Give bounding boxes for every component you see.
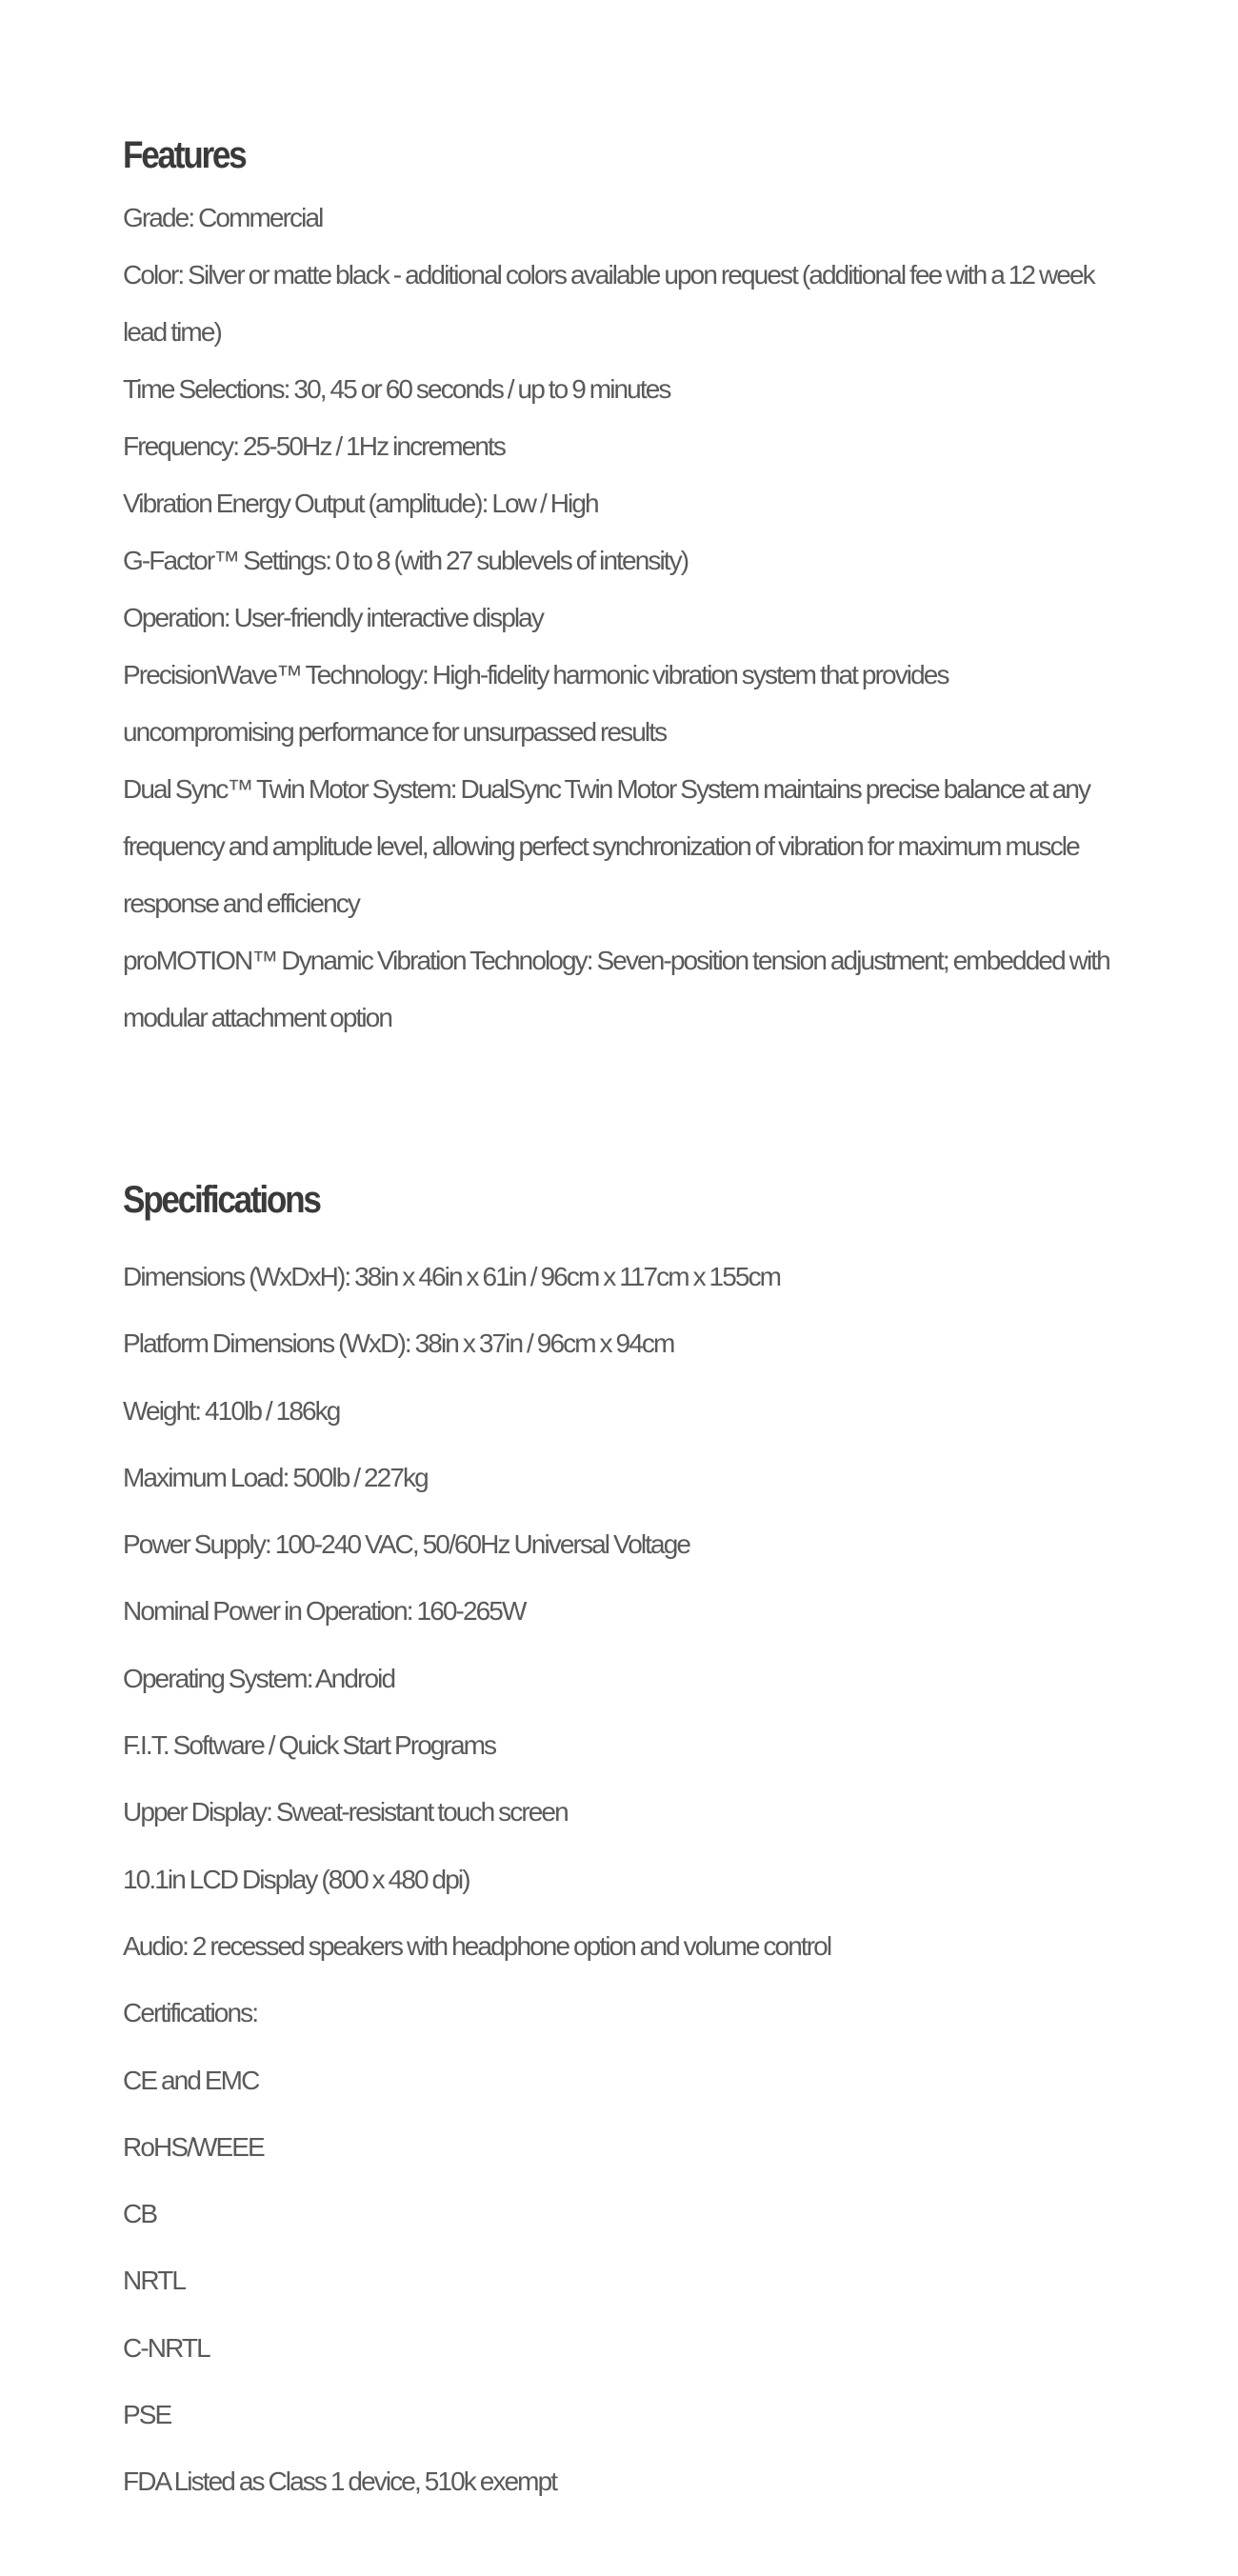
specifications-list	[123, 1244, 1132, 2516]
feature-item-time-selections: Time Selections: 30, 45 or 60 seconds / up to 9 minutes	[123, 374, 670, 404]
spec-item-c-nrtl: C-NRTL	[123, 2332, 210, 2363]
spec-item-rohs-weee: RoHS/WEEE	[123, 2131, 264, 2162]
spec-item-audio: Audio: 2 recessed speakers with headphone option and volume control	[123, 1930, 831, 1961]
feature-item-grade: Grade: Commercial	[123, 203, 323, 232]
spec-item-dimensions: Dimensions (WxDxH): 38in x 46in x 61in / 96cm x 117cm x 155cm	[123, 1262, 781, 1291]
spec-item-lcd-display: 10.1in LCD Display (800 x 480 dpi)	[123, 1864, 469, 1894]
spec-item-operating-system: Operating System: Android	[123, 1663, 395, 1693]
spec-item-pse: PSE	[123, 2400, 171, 2430]
feature-item-vibration-energy: Vibration Energy Output (amplitude): Low / High	[123, 489, 598, 518]
spec-item-cb: CB	[123, 2199, 157, 2229]
feature-item-frequency: Frequency: 25-50Hz / 1Hz increments	[123, 431, 506, 461]
features-heading: Features	[123, 134, 246, 176]
feature-item-operation: Operation: User-friendly interactive display	[123, 603, 543, 632]
spec-item-maximum-load: Maximum Load: 500lb / 227kg	[123, 1462, 428, 1492]
spec-item-certifications: Certifications:	[123, 1998, 258, 2028]
feature-item-precisionwave: PrecisionWave™ Technology: High-fidelity harmonic vibration system that provides uncompromising performance for unsurpassed results	[123, 660, 948, 747]
feature-item-dual-sync: Dual Sync™ Twin Motor System: DualSync Twin Motor System maintains precise balance at any frequency and amplitude level, allowing perfect synchronization of vibration for maximum muscle response and efficiency	[123, 774, 1090, 918]
spec-item-ce-emc: CE and EMC	[123, 2065, 259, 2095]
spec-item-platform-dimensions: Platform Dimensions (WxD): 38in x 37in / 96cm x 94cm	[123, 1328, 674, 1359]
spec-item-weight: Weight: 410lb / 186kg	[123, 1395, 340, 1426]
feature-item-g-factor: G-Factor™ Settings: 0 to 8 (with 27 sublevels of intensity)	[123, 546, 689, 575]
feature-item-promotion: proMOTION™ Dynamic Vibration Technology: Seven-position tension adjustment; embedded with modular attachment option	[123, 946, 1109, 1032]
spec-item-nominal-power: Nominal Power in Operation: 160-265W	[123, 1596, 526, 1627]
spec-item-nrtl: NRTL	[123, 2266, 186, 2296]
spec-item-fda: FDA Listed as Class 1 device, 510k exempt	[123, 2466, 557, 2497]
spec-item-power-supply: Power Supply: 100-240 VAC, 50/60Hz Universal Voltage	[123, 1529, 690, 1560]
feature-item-color: Color: Silver or matte black - additional colors available upon request (additional fee with a 12 week lead time)	[123, 260, 1094, 347]
spec-item-upper-display: Upper Display: Sweat-resistant touch screen	[123, 1797, 568, 1827]
spec-item-software: F.I.T. Software / Quick Start Programs	[123, 1730, 496, 1761]
features-list	[123, 190, 1113, 1047]
specifications-heading: Specifications	[123, 1179, 320, 1221]
